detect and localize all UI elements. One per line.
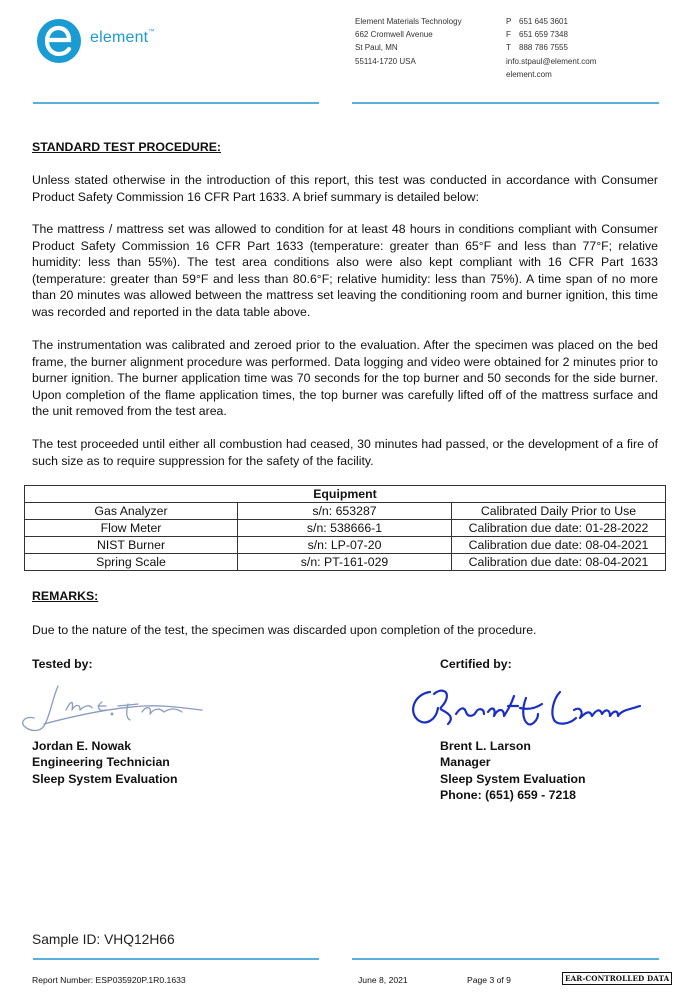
table-row [25, 537, 666, 554]
equipment-serial: s/n: PT-161-029 [238, 554, 452, 571]
web-line: element.com [506, 69, 552, 79]
certifier-phone: Phone: (651) 659 - 7218 [440, 787, 577, 802]
equipment-calibration: Calibrated Daily Prior to Use [452, 503, 666, 520]
tollfree-line: T 888 786 7555 [506, 43, 568, 53]
equipment-name: NIST Burner [25, 537, 238, 554]
certifier-name: Brent L. Larson [440, 739, 531, 753]
remarks-text: Due to the nature of the test, the specimen was discarded upon completion of the procedure. [32, 623, 537, 637]
tester-department: Sleep System Evaluation [32, 771, 178, 786]
equipment-calibration: Calibration due date: 08-04-2021 [452, 537, 666, 554]
address-line: 55114-1720 USA [355, 56, 416, 66]
report-date: June 8, 2021 [358, 975, 408, 985]
certifier-title: Manager [440, 755, 491, 770]
tester-signature [14, 676, 209, 736]
equipment-name: Gas Analyzer [25, 503, 238, 520]
address-line: St Paul, MN [355, 43, 398, 53]
tested-by-label: Tested by: [32, 657, 93, 671]
element-logo-icon [36, 18, 82, 64]
equipment-serial: s/n: 538666-1 [238, 520, 452, 537]
certifier-info [440, 738, 586, 803]
footer-divider [352, 958, 659, 960]
phone-line: P 651 645 3601 [506, 17, 568, 26]
fax-line: F 651 659 7348 [506, 30, 568, 40]
procedure-paragraph: Unless stated otherwise in the introduction of this report, this test was conducted in accordance with Consumer Product Safety Commission 16 CFR Part 1633. A brief summary is detailed below: [32, 173, 658, 204]
procedure-paragraph: The test proceeded until either all combustion had ceased, 30 minutes had passed, or the development of a fire of such size as to require suppression for the safety of the facility. [32, 437, 658, 468]
equipment-calibration: Calibration due date: 08-04-2021 [452, 554, 666, 571]
equipment-name: Spring Scale [25, 554, 238, 571]
ear-controlled-badge: EAR-CONTROLLED DATA [562, 972, 672, 985]
certifier-department: Sleep System Evaluation [440, 771, 586, 786]
procedure-paragraph: The instrumentation was calibrated and zeroed prior to the evaluation. After the specimen was placed on the bed frame, the burner alignment procedure was performed. Data logging and video were obtained for 2 minutes prior to burner ignition. The burner application time was 70 seconds for the top burner and 50 seconds for the side burner. Upon completion of the flame application times, the top burner was carefully lifted off of the mattress surface and the unit removed from the test area. [32, 338, 658, 419]
equipment-name: Flow Meter [25, 520, 238, 537]
sample-id: Sample ID: VHQ12H66 [32, 932, 175, 947]
logo-wordmark: element™ [90, 29, 155, 46]
equipment-title: Equipment [25, 486, 666, 503]
address-line: 662 Cromwell Avenue [355, 30, 433, 40]
equipment-calibration: Calibration due date: 01-28-2022 [452, 520, 666, 537]
table-row [25, 554, 666, 571]
tester-name: Jordan E. Nowak [32, 739, 132, 753]
footer-divider [33, 958, 319, 960]
table-row [25, 520, 666, 537]
company-address [355, 15, 462, 68]
report-number: Report Number: ESP035920P.1R0.1633 [32, 975, 186, 985]
equipment-table [24, 485, 666, 571]
header-divider [352, 102, 659, 104]
certified-by-label: Certified by: [440, 657, 512, 671]
procedure-paragraph: The mattress / mattress set was allowed to condition for at least 48 hours in conditions compliant with Consumer Product Safety Commission 16 CFR Part 1633 (temperature: greater than 65°F and less than 77°F; relative humidity: less than 55%). The test area conditions also were also kept compliant with 16 CFR Part 1633 (temperature: greater than 59°F and less than 80.6°F; relative humidity: less than 75%). A time span of no more than 20 minutes was allowed between the mattress set leaving the conditioning room and burner ignition, this time was recorded and reported in the data table above. [32, 222, 658, 319]
tester-info [32, 738, 178, 787]
tester-title: Engineering Technician [32, 755, 170, 770]
certifier-signature [404, 678, 654, 738]
company-contact [506, 15, 596, 81]
equipment-serial: s/n: LP-07-20 [238, 537, 452, 554]
table-header-row [25, 486, 666, 503]
address-line: Element Materials Technology [355, 17, 462, 26]
equipment-serial: s/n: 653287 [238, 503, 452, 520]
section-heading-remarks: REMARKS: [32, 589, 99, 603]
table-row [25, 503, 666, 520]
email-line: info.stpaul@element.com [506, 56, 597, 66]
section-heading-procedure: STANDARD TEST PROCEDURE: [32, 140, 222, 154]
header-divider [33, 102, 319, 104]
page-number: Page 3 of 9 [467, 975, 511, 985]
